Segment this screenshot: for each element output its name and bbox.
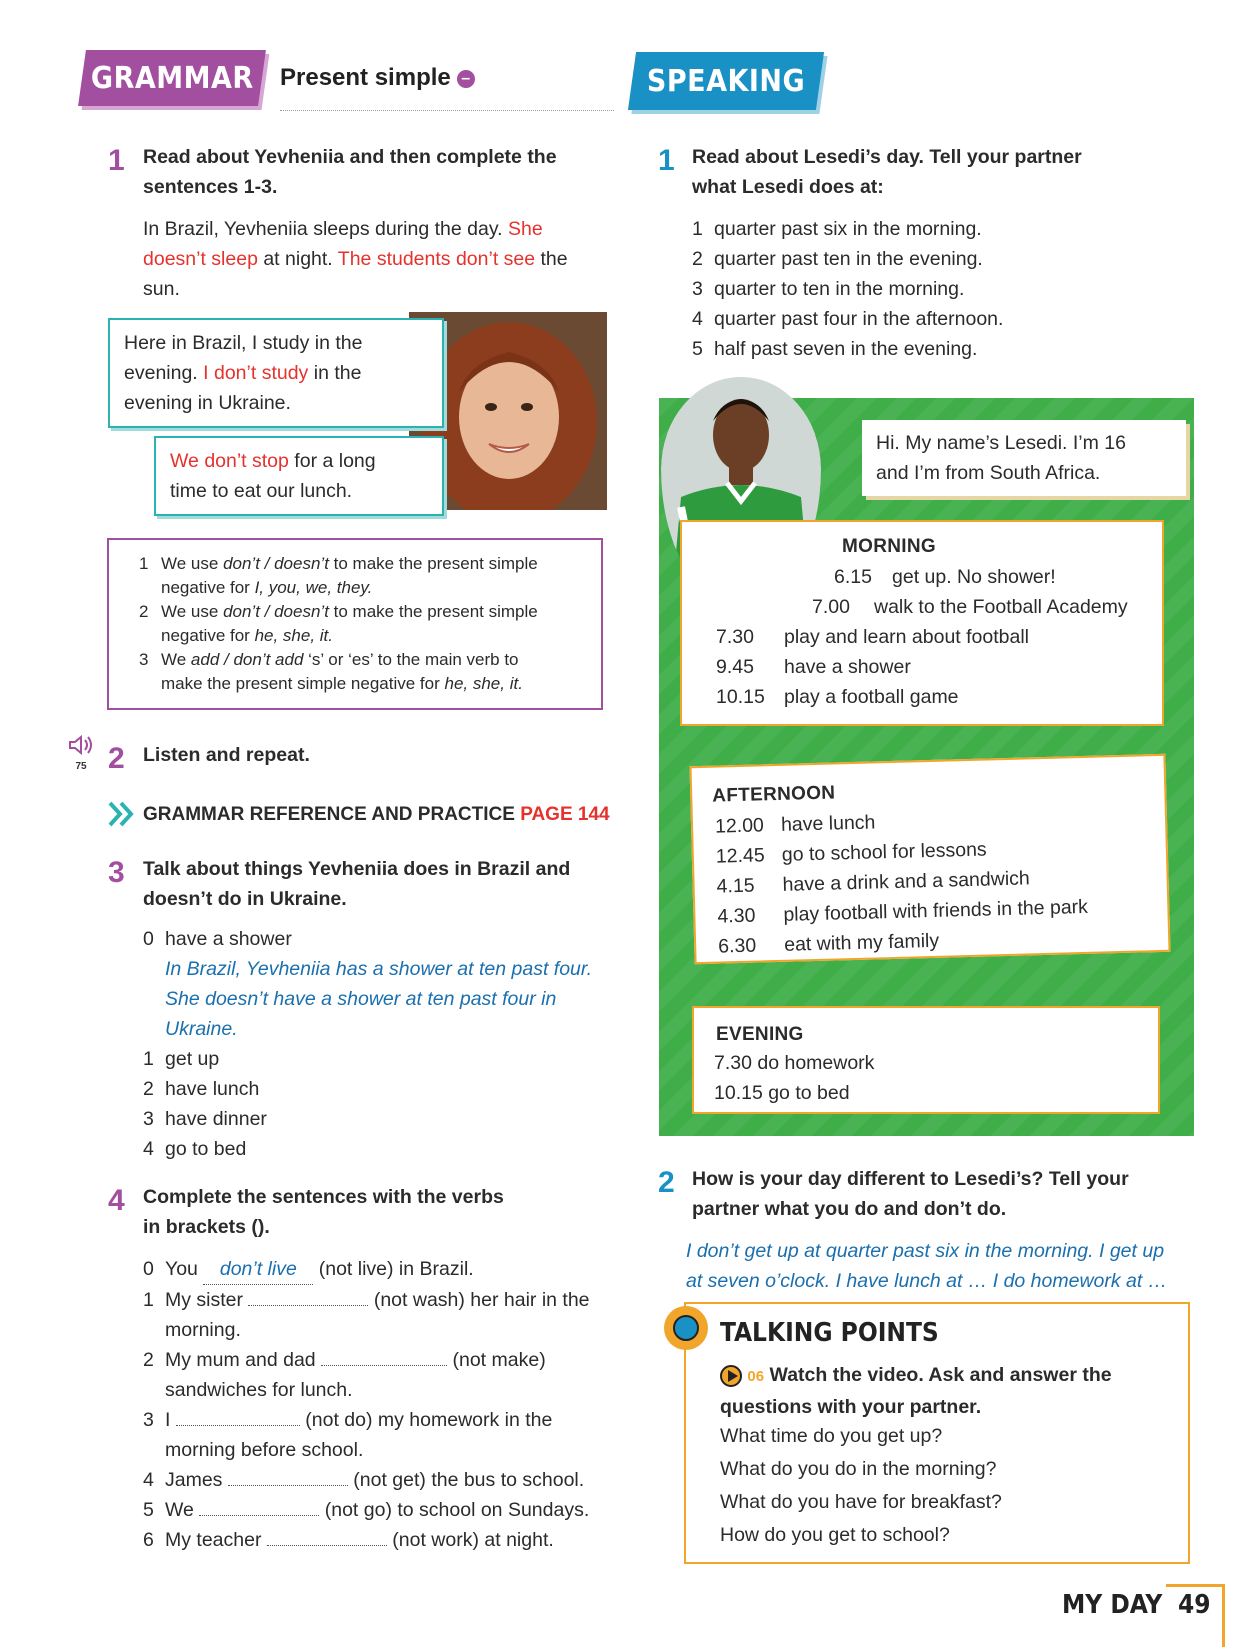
rule-1: 1 We use don’t / doesn’t to make the present simple negative for I, you, we, they. [139,554,538,597]
speech-chat-icon [664,1306,708,1350]
grammar-section-label: GRAMMAR [78,50,266,106]
section-title: Present simple – [280,64,475,92]
unit-title: MY DAY [1062,1590,1163,1620]
list-item: 5 half past seven in the evening. [692,338,978,360]
speech-bubble-study: Here in Brazil, I study in the evening. I don’t study in the evening in Ukraine. [108,318,444,428]
exercise-3-model-answer: In Brazil, Yevheniia has a shower at ten past four. She doesn’t have a shower at ten past four in Ukraine. [165,958,593,1040]
schedule-row: 7.30 do homework [714,1052,875,1074]
schedule-row: 7.00 walk to the Football Academy [812,596,1128,618]
speaking-exercise-2-instruction: How is your day different to Lesedi’s? Tell your partner what you do and don’t do. [692,1168,1129,1220]
speaking-exercise-1-instruction: Read about Lesedi’s day. Tell your partner what Lesedi does at: [692,146,1082,198]
afternoon-schedule [689,754,1170,964]
title-rule [280,110,614,111]
speaking-exercise-2-number: 2 [658,1166,675,1199]
list-item: 4 go to bed [143,1138,247,1160]
lesedi-speech-bubble: Hi. My name’s Lesedi. I’m 16 and I’m from South Africa. [862,420,1186,496]
exercise-4-list [143,1254,623,1555]
schedule-row: 6.30 eat with my family [717,929,940,958]
exercise-1-instruction: Read about Yevheniia and then complete the sentences 1-3. [143,146,557,198]
list-item: What do you have for breakfast? [720,1491,1002,1513]
schedule-row: 12.45 go to school for lessons [715,838,987,868]
list-item: 6 My teacher (not work) at night. [143,1525,623,1555]
list-item: 5 We (not go) to school on Sundays. [143,1495,623,1525]
answer-blank[interactable] [199,1495,319,1516]
evening-schedule [692,1006,1160,1114]
double-chevron-icon [107,800,137,833]
grammar-reference-link[interactable]: GRAMMAR REFERENCE AND PRACTICE PAGE 144 [143,804,610,825]
schedule-row: 4.15 have a drink and a sandwich [716,867,1031,898]
schedule-row: 12.00 have lunch [714,811,876,838]
evening-title: EVENING [716,1024,804,1045]
list-item: What do you do in the morning? [720,1458,997,1480]
morning-title: MORNING [842,536,936,557]
video-number: 06 [747,1368,765,1385]
answer-blank[interactable]: don’t live [203,1254,313,1285]
speaking-exercise-2-model-answer: I don’t get up at quarter past six in the morning. I get up at seven o’clock. I have lunch at … I do homework at … [686,1240,1168,1292]
exercise-1-paragraph: In Brazil, Yevheniia sleeps during the day. She doesn’t sleep at night. The students don’t see the sun. [143,218,568,300]
schedule-row: 10.15 go to bed [714,1082,850,1104]
afternoon-title: AFTERNOON [712,782,836,807]
grammar-rules-box [107,538,603,710]
audio-speaker-icon[interactable] [68,734,94,772]
schedule-row: 9.45 have a shower [716,656,911,678]
exercise-3-example: 0 have a shower [143,928,292,950]
list-item: How do you get to school? [720,1524,950,1546]
rule-3: 3 We add / don’t add ‘s’ or ‘es’ to the main verb to make the present simple negative for he, she, it. [139,650,523,693]
list-item: 3 quarter to ten in the morning. [692,278,965,300]
list-item: 2 quarter past ten in the evening. [692,248,983,270]
list-item: 3 have dinner [143,1108,267,1130]
exercise-3-instruction: Talk about things Yevheniia does in Brazil and doesn’t do in Ukraine. [143,858,571,910]
answer-blank[interactable] [248,1285,368,1306]
schedule-row: 6.15 get up. No shower! [834,566,1056,588]
speaking-section-label: SPEAKING [628,52,824,110]
speaking-exercise-1-list [692,214,1003,364]
speech-bubble-lunch: We don’t stop for a long time to eat our lunch. [154,436,444,516]
list-item: What time do you get up? [720,1425,943,1447]
play-video-icon[interactable] [720,1365,742,1387]
page-number: 49 [1178,1590,1211,1620]
answer-blank[interactable] [267,1525,387,1546]
list-item: 3 I (not do) my homework in the morning before school. [143,1405,623,1465]
answer-blank[interactable] [176,1405,300,1426]
list-item: 2 have lunch [143,1078,260,1100]
exercise-4-instruction: Complete the sentences with the verbs in brackets (). [143,1186,504,1238]
talking-points-title: TALKING POINTS [720,1318,939,1348]
talking-points-instruction: 06 Watch the video. Ask and answer the questions with your partner. [720,1364,1112,1418]
list-item: 4 James (not get) the bus to school. [143,1465,623,1495]
schedule-row: 10.15 play a football game [716,686,959,708]
exercise-3-list [143,924,623,1164]
answer-blank[interactable] [228,1465,348,1486]
rule-2: 2 We use don’t / doesn’t to make the present simple negative for he, she, it. [139,602,538,645]
minus-icon: – [457,70,475,88]
list-item: 2 My mum and dad (not make) sandwiches for lunch. [143,1345,623,1405]
schedule-row: 7.30 play and learn about football [716,626,1030,648]
exercise-3-number: 3 [108,856,125,889]
audio-track-number: 75 [75,761,87,772]
exercise-4-number: 4 [108,1184,125,1217]
answer-blank[interactable] [321,1345,447,1366]
speaking-exercise-1-number: 1 [658,144,675,177]
schedule-row: 4.30 play football with friends in the park [717,895,1089,928]
list-item: 0 You don’t live (not live) in Brazil. [143,1254,623,1285]
talking-points-questions [720,1420,1002,1552]
list-item: 1 My sister (not wash) her hair in the morning. [143,1285,623,1345]
list-item: 4 quarter past four in the afternoon. [692,308,1004,330]
list-item: 1 quarter past six in the morning. [692,218,982,240]
exercise-2-number: 2 [108,742,125,775]
morning-schedule [680,520,1164,726]
list-item: 1 get up [143,1048,220,1070]
exercise-1-number: 1 [108,144,125,177]
exercise-2-instruction: Listen and repeat. [143,744,310,766]
